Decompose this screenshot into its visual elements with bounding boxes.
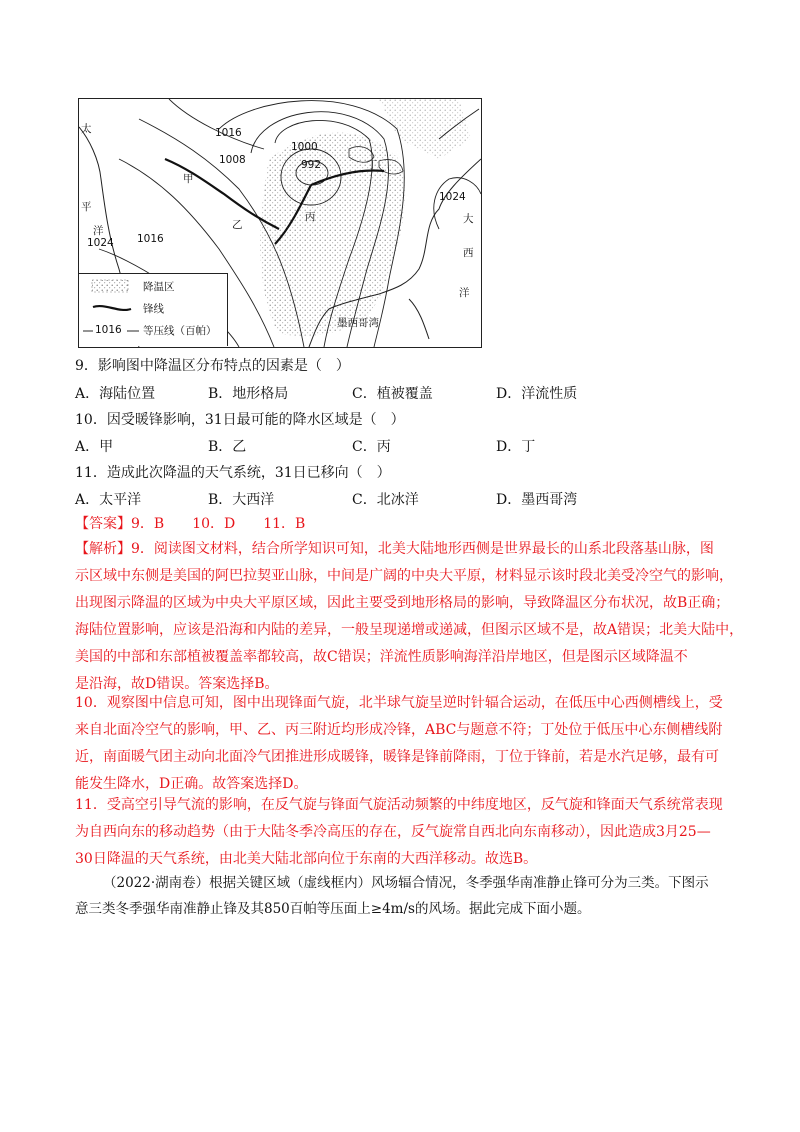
q11-option-b: B．大西洋 — [208, 492, 275, 508]
ocean-label-yang-east: 洋 — [459, 287, 470, 299]
ocean-label-ping: 平 — [81, 201, 92, 213]
cold-front-line — [165, 159, 279, 229]
isobar-label-1024-left: 1024 — [87, 237, 114, 249]
answer-key: 【答案】9．B 10．D 11．B — [75, 516, 306, 532]
ocean-label-xi: 西 — [463, 247, 474, 259]
q11-option-d: D．墨西哥湾 — [496, 492, 578, 508]
q9-option-d: D．洋流性质 — [496, 386, 578, 402]
ocean-label-yang-west: 洋 — [93, 225, 104, 237]
q10-option-d: D．丁 — [496, 439, 536, 455]
weather-map — [78, 98, 482, 348]
legend-isobar-sample: 1016 — [95, 324, 122, 336]
cooling-swatch-icon — [91, 279, 131, 295]
q10-option-a: A．甲 — [75, 439, 114, 455]
gulf-label: 墨西哥湾 — [337, 317, 379, 329]
analysis-9: 【解析】9．阅读图文材料，结合所学知识可知，北美大陆地形西侧是世界最长的山系北段落基山脉，图 示区域中东侧是美国的阿巴拉契亚山脉，中间是广阔的中央大平原，材料显示该时段北美受冷空气的影响， 出现图示降温的区域为中央大平原区域，因此主要受到地形格局的影响，导致降温区分布状况，故B正确； 海陆位置影响，应该是沿海和内陆的差异，一般呈现递增或递减，但图示区域不是，故A错误；北美大陆中， 美国的中部和东部植被覆盖率都较高，故C错误；洋流性质影响海洋沿岸地区，但是图示区域降温不 是沿海，故D错误。答案选择B。 — [75, 541, 744, 692]
question-10-stem: 10．因受暖锋影响，31日最可能的降水区域是（ ） — [75, 412, 405, 428]
isobar-label-992: 992 — [301, 159, 322, 171]
region-label-yi: 乙 — [232, 219, 243, 231]
legend-cooling: 降温区 — [79, 276, 227, 298]
ocean-label-tai: 太 — [81, 123, 92, 135]
isobar-label-1024-right: 1024 — [439, 191, 466, 203]
question-9-stem: 9．影响图中降温区分布特点的因素是（ ） — [75, 358, 350, 374]
q11-option-c: C．北冰洋 — [352, 492, 419, 508]
isobar-label-1016-top: 1016 — [215, 127, 242, 139]
isobar-label-1008: 1008 — [219, 154, 246, 166]
q10-option-b: B．乙 — [208, 439, 247, 455]
question-11-stem: 11．造成此次降温的天气系统，31日已移向（ ） — [75, 465, 391, 481]
q9-option-a: A．海陆位置 — [75, 386, 156, 402]
q9-option-b: B．地形格局 — [208, 386, 289, 402]
analysis-10: 10．观察图中信息可知，图中出现锋面气旋，北半球气旋呈逆时针辐合运动，在低压中心西侧槽线上，受 来自北面冷空气的影响，甲、乙、丙三附近均形成冷锋，ABC与题意不符；丁处位于低压中心东侧槽线附 近，南面暖气团主动向北面冷气团推进形成暖锋，暖锋是锋前降雨，丁位于锋前，若是水汽足够，最有可 能发生降水，D正确。故答案选择D。 — [75, 695, 723, 792]
map-legend — [79, 273, 228, 346]
region-label-bing: 丙 — [305, 211, 316, 223]
legend-isobar: 1016 等压线（百帕） — [79, 320, 227, 342]
next-question-intro: （2022·湖南卷）根据关键区域（虚线框内）风场辐合情况，冬季强华南准静止锋可分为三类。下图示 意三类冬季强华南准静止锋及其850百帕等压面上≥4m/s的风场。据此完成下面小题。 — [75, 875, 709, 917]
isobar-label-1016-left: 1016 — [137, 233, 164, 245]
front-line-icon — [91, 301, 135, 317]
q9-option-c: C．植被覆盖 — [352, 386, 433, 402]
ocean-label-da: 大 — [463, 213, 474, 225]
region-label-ding: 丁 — [367, 159, 378, 171]
q10-option-c: C．丙 — [352, 439, 391, 455]
q11-option-a: A．太平洋 — [75, 492, 142, 508]
legend-front: 锋线 — [79, 298, 227, 320]
region-label-jia: 甲 — [183, 173, 194, 185]
isobar-label-1000: 1000 — [291, 141, 318, 153]
analysis-11: 11．受高空引导气流的影响，在反气旋与锋面气旋活动频繁的中纬度地区，反气旋和锋面天气系统常表现 为自西向东的移动趋势（由于大陆冬季冷高压的存在，反气旋常自西北向东南移动），因此造成3月25— 30日降温的天气系统，由北美大陆北部向位于东南的大西洋移动。故选B。 — [75, 797, 723, 867]
